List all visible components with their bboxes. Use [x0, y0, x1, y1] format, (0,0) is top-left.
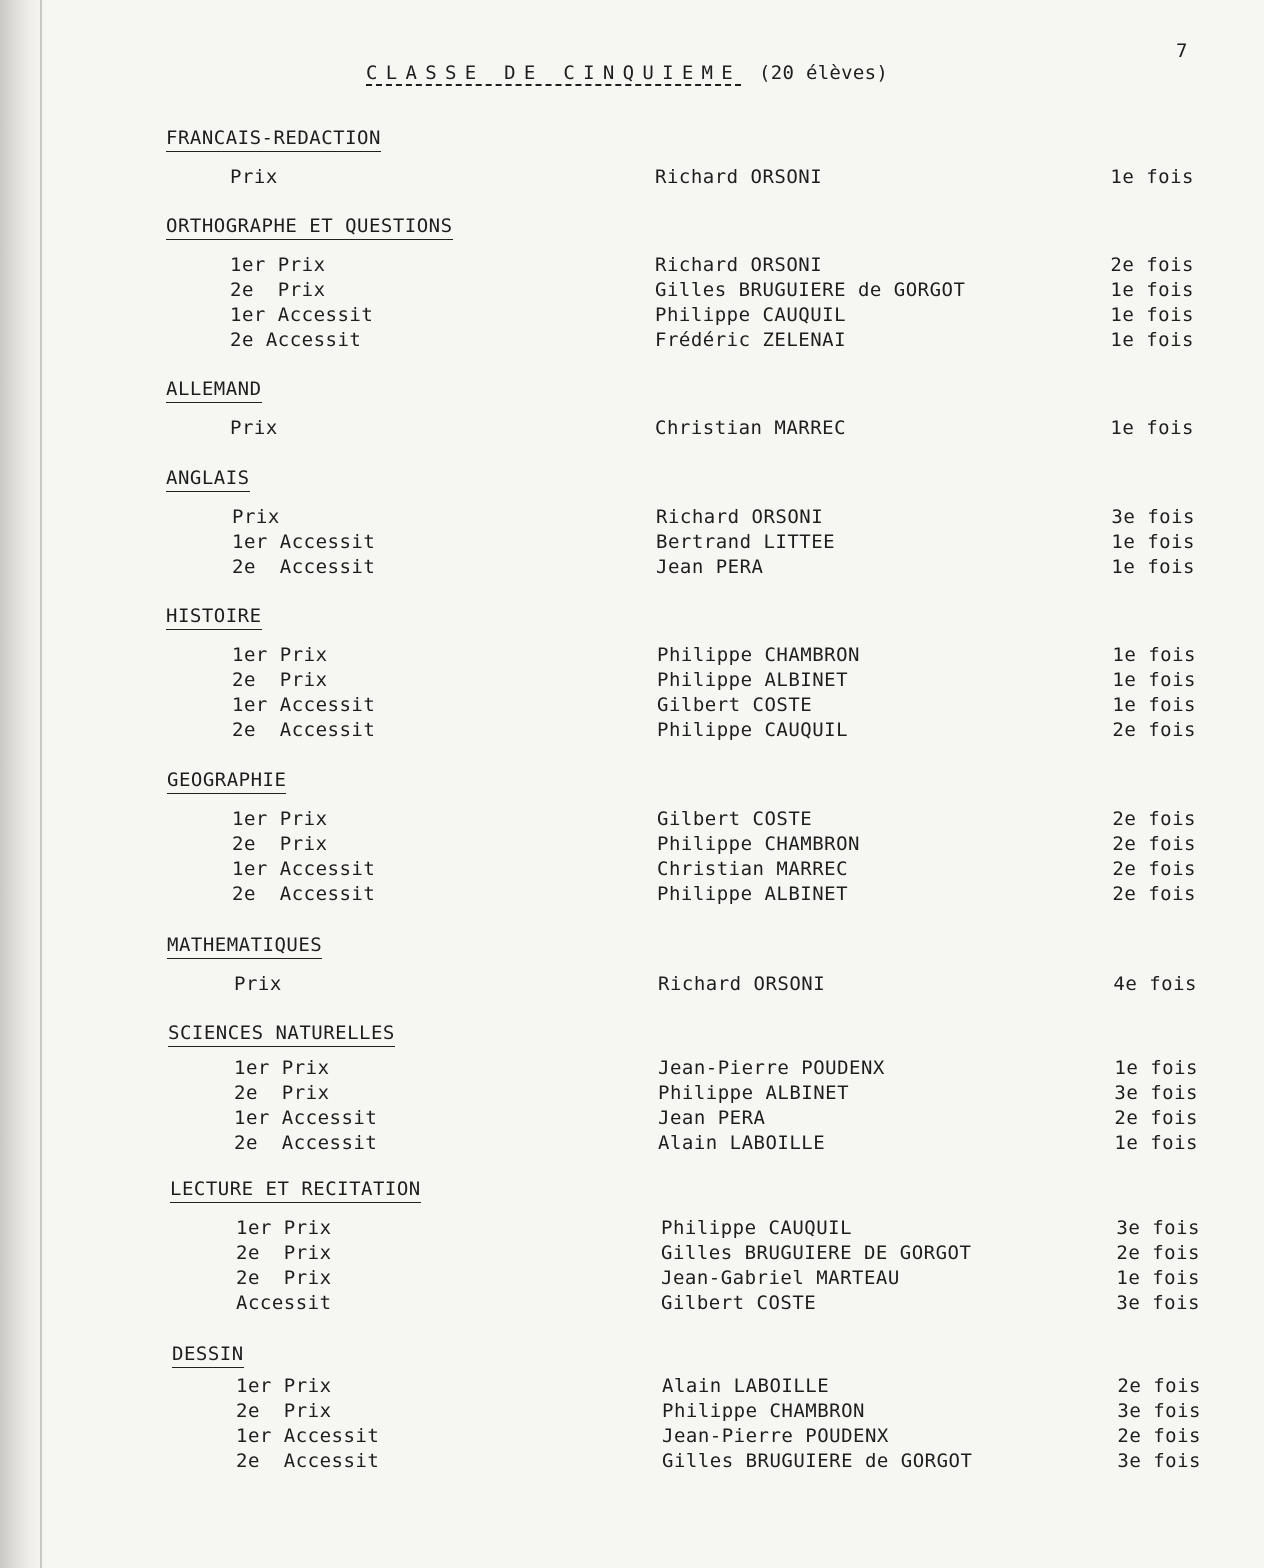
award-label: 1er Accessit — [232, 531, 376, 553]
student-name: Jean-Gabriel MARTEAU — [661, 1267, 900, 1289]
subject-heading: LECTURE ET RECITATION — [170, 1178, 421, 1203]
award-count: 2e fois — [1112, 719, 1196, 741]
student-name: Philippe CHAMBRON — [662, 1400, 865, 1422]
award-row — [0, 328, 1264, 353]
student-name: Christian MARREC — [655, 417, 847, 439]
award-count: 1e fois — [1112, 694, 1196, 716]
award-row — [0, 972, 1264, 997]
award-row — [0, 1424, 1264, 1449]
subject-heading: MATHEMATIQUES — [167, 934, 322, 959]
award-row — [0, 1056, 1264, 1081]
student-name: Christian MARREC — [657, 858, 849, 880]
award-row — [0, 303, 1264, 328]
award-row — [0, 1081, 1264, 1106]
award-label: 1er Accessit — [236, 1425, 380, 1447]
award-count: 2e fois — [1112, 858, 1196, 880]
award-count: 1e fois — [1110, 279, 1194, 301]
award-count: 3e fois — [1111, 506, 1195, 528]
student-name: Gilbert COSTE — [657, 694, 813, 716]
award-count: 3e fois — [1117, 1450, 1201, 1472]
award-count: 1e fois — [1110, 166, 1194, 188]
award-count: 1e fois — [1114, 1132, 1198, 1154]
award-row — [0, 718, 1264, 743]
award-label: 2e Prix — [236, 1400, 332, 1422]
award-count: 1e fois — [1111, 531, 1195, 553]
award-label: Prix — [232, 506, 280, 528]
award-label: 2e Prix — [234, 1082, 330, 1104]
award-label: 2e Accessit — [230, 329, 362, 351]
award-count: 2e fois — [1112, 808, 1196, 830]
award-count: 3e fois — [1117, 1400, 1201, 1422]
subject-heading: HISTOIRE — [166, 605, 262, 630]
award-label: Prix — [230, 417, 278, 439]
award-row — [0, 253, 1264, 278]
award-row — [0, 1216, 1264, 1241]
award-row — [0, 165, 1264, 190]
award-row — [0, 882, 1264, 907]
award-label: 2e Prix — [232, 833, 328, 855]
student-name: Jean-Pierre POUDENX — [662, 1425, 889, 1447]
award-label: Prix — [234, 973, 282, 995]
student-name: Philippe CHAMBRON — [657, 644, 860, 666]
award-label: 2e Accessit — [232, 883, 376, 905]
award-count: 1e fois — [1114, 1057, 1198, 1079]
award-label: 1er Prix — [230, 254, 326, 276]
award-count: 2e fois — [1112, 833, 1196, 855]
subject-heading: FRANCAIS-REDACTION — [166, 127, 381, 152]
student-name: Frédéric ZELENAI — [655, 329, 847, 351]
award-label: 1er Accessit — [234, 1107, 378, 1129]
award-label: Prix — [230, 166, 278, 188]
student-name: Bertrand LITTEE — [656, 531, 836, 553]
award-row — [0, 530, 1264, 555]
award-count: 1e fois — [1110, 304, 1194, 326]
student-name: Philippe CAUQUIL — [655, 304, 847, 326]
award-row — [0, 832, 1264, 857]
student-name: Gilbert COSTE — [661, 1292, 817, 1314]
subject-heading: SCIENCES NATURELLES — [168, 1022, 395, 1047]
award-row — [0, 1449, 1264, 1474]
award-count: 1e fois — [1112, 644, 1196, 666]
award-row — [0, 1241, 1264, 1266]
award-label: 1er Prix — [232, 808, 328, 830]
award-label: 2e Accessit — [232, 556, 376, 578]
award-count: 2e fois — [1117, 1375, 1201, 1397]
page-title: CLASSE DE CINQUIEME — [366, 62, 742, 84]
award-count: 4e fois — [1113, 973, 1197, 995]
subject-heading: GEOGRAPHIE — [167, 769, 286, 794]
student-name: Alain LABOILLE — [662, 1375, 830, 1397]
award-count: 2e fois — [1110, 254, 1194, 276]
student-name: Philippe CAUQUIL — [657, 719, 849, 741]
award-row — [0, 1291, 1264, 1316]
award-label: 1er Prix — [234, 1057, 330, 1079]
student-name: Philippe CHAMBRON — [657, 833, 860, 855]
award-row — [0, 693, 1264, 718]
award-label: Accessit — [236, 1292, 332, 1314]
award-count: 2e fois — [1116, 1242, 1200, 1264]
student-name: Richard ORSONI — [655, 166, 823, 188]
title-row — [366, 62, 888, 84]
student-name: Richard ORSONI — [655, 254, 823, 276]
student-name: Philippe ALBINET — [657, 669, 849, 691]
award-label: 2e Prix — [230, 279, 326, 301]
student-name: Jean-Pierre POUDENX — [658, 1057, 885, 1079]
student-name: Richard ORSONI — [656, 506, 824, 528]
award-count: 2e fois — [1114, 1107, 1198, 1129]
award-row — [0, 1266, 1264, 1291]
student-name: Gilles BRUGUIERE DE GORGOT — [661, 1242, 972, 1264]
page-number: 7 — [1176, 40, 1188, 62]
award-label: 1er Prix — [236, 1375, 332, 1397]
subject-heading: ALLEMAND — [166, 378, 262, 403]
award-count: 1e fois — [1112, 669, 1196, 691]
student-name: Philippe CAUQUIL — [661, 1217, 853, 1239]
award-row — [0, 278, 1264, 303]
award-label: 2e Accessit — [232, 719, 376, 741]
award-label: 2e Prix — [236, 1242, 332, 1264]
award-label: 1er Prix — [232, 644, 328, 666]
student-name: Gilles BRUGUIERE de GORGOT — [655, 279, 966, 301]
award-row — [0, 668, 1264, 693]
student-name: Gilbert COSTE — [657, 808, 813, 830]
award-count: 3e fois — [1116, 1292, 1200, 1314]
student-name: Philippe ALBINET — [657, 883, 849, 905]
award-label: 1er Accessit — [230, 304, 374, 326]
award-row — [0, 505, 1264, 530]
award-row — [0, 1131, 1264, 1156]
award-count: 3e fois — [1114, 1082, 1198, 1104]
student-name: Jean PERA — [658, 1107, 766, 1129]
award-row — [0, 643, 1264, 668]
award-count: 1e fois — [1110, 417, 1194, 439]
award-label: 2e Accessit — [236, 1450, 380, 1472]
award-count: 1e fois — [1111, 556, 1195, 578]
award-row — [0, 1399, 1264, 1424]
award-label: 2e Prix — [232, 669, 328, 691]
subject-heading: ANGLAIS — [166, 467, 250, 492]
award-row — [0, 416, 1264, 441]
award-row — [0, 807, 1264, 832]
award-row — [0, 555, 1264, 580]
subject-heading: DESSIN — [172, 1343, 244, 1368]
award-row — [0, 1374, 1264, 1399]
award-count: 2e fois — [1117, 1425, 1201, 1447]
student-name: Gilles BRUGUIERE de GORGOT — [662, 1450, 973, 1472]
award-count: 1e fois — [1110, 329, 1194, 351]
student-name: Jean PERA — [656, 556, 764, 578]
award-count: 3e fois — [1116, 1217, 1200, 1239]
student-name: Alain LABOILLE — [658, 1132, 826, 1154]
award-row — [0, 857, 1264, 882]
award-row — [0, 1106, 1264, 1131]
student-name: Philippe ALBINET — [658, 1082, 850, 1104]
class-size: (20 élèves) — [759, 62, 889, 84]
award-label: 1er Accessit — [232, 858, 376, 880]
award-label: 1er Prix — [236, 1217, 332, 1239]
award-count: 2e fois — [1112, 883, 1196, 905]
award-count: 1e fois — [1116, 1267, 1200, 1289]
subject-heading: ORTHOGRAPHE ET QUESTIONS — [166, 215, 453, 240]
student-name: Richard ORSONI — [658, 973, 826, 995]
award-label: 2e Accessit — [234, 1132, 378, 1154]
award-label: 2e Prix — [236, 1267, 332, 1289]
award-label: 1er Accessit — [232, 694, 376, 716]
